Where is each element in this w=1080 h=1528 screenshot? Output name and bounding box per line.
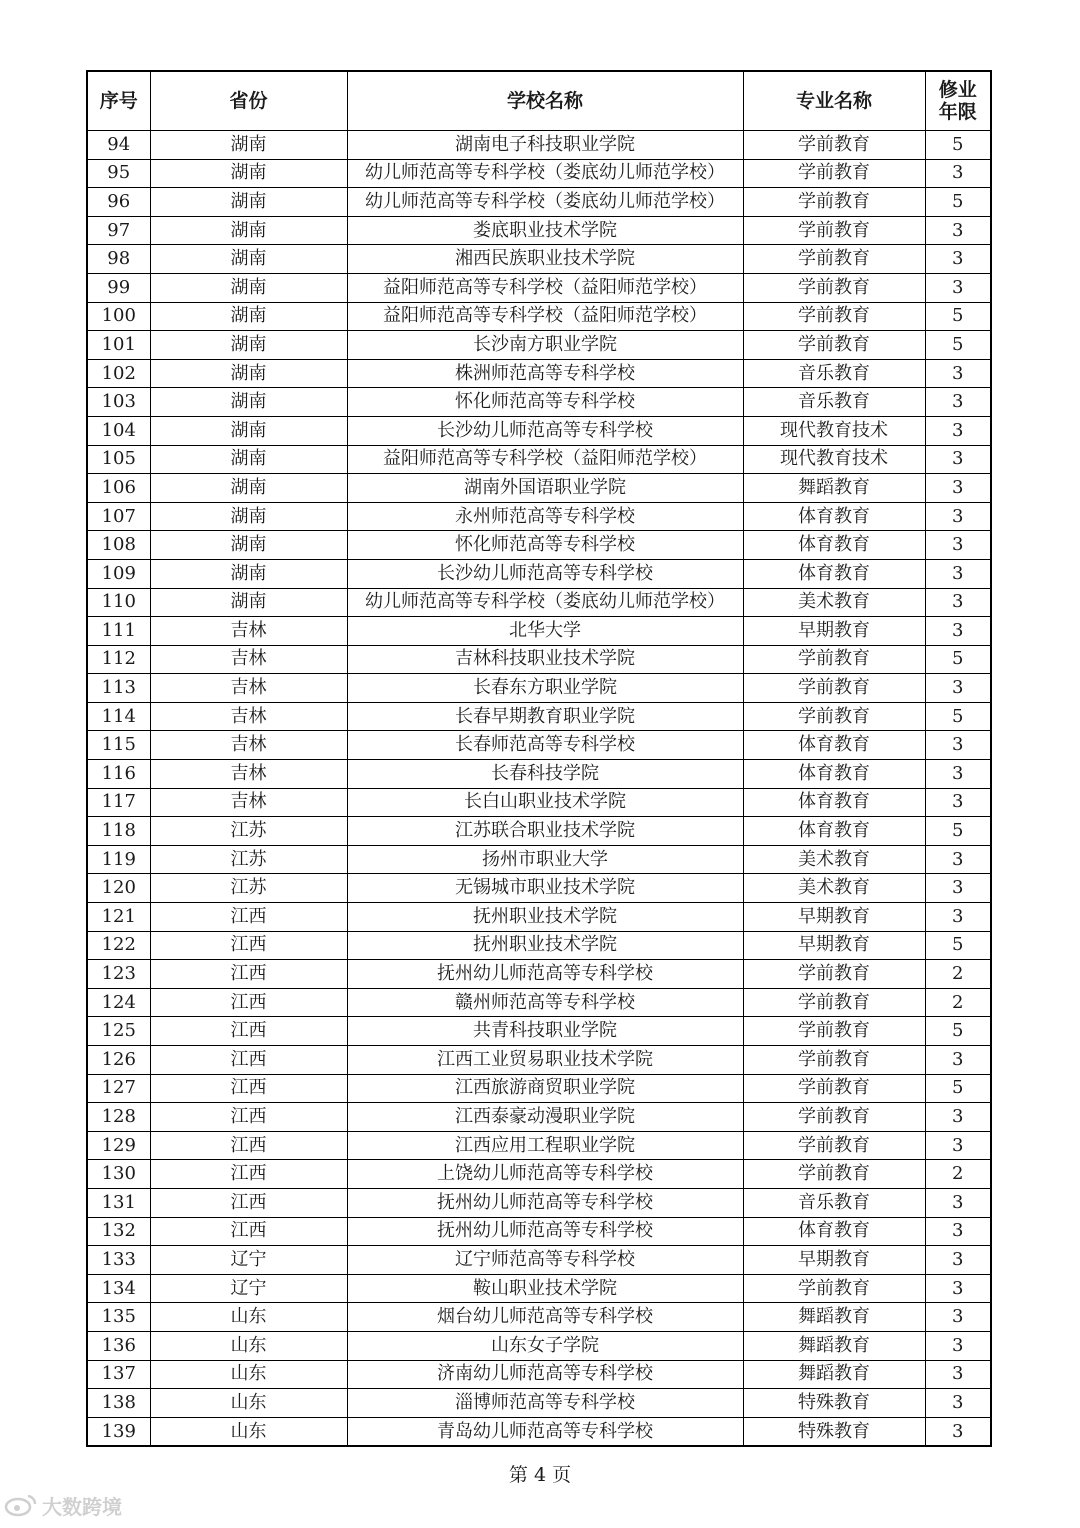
cell-major: 早期教育	[743, 1246, 925, 1275]
cell-province: 吉林	[150, 645, 347, 674]
cell-school: 娄底职业技术学院	[347, 216, 743, 245]
cell-province: 湖南	[150, 273, 347, 302]
cell-major: 学前教育	[743, 273, 925, 302]
cell-index: 130	[87, 1160, 150, 1189]
cell-province: 湖南	[150, 359, 347, 388]
cell-province: 吉林	[150, 731, 347, 760]
table-row	[87, 1074, 991, 1103]
header-school: 学校名称	[347, 71, 743, 131]
page-number: 第 4 页	[508, 1464, 572, 1486]
cell-years: 3	[925, 1331, 991, 1360]
cell-years: 3	[925, 1046, 991, 1075]
table-row	[87, 131, 991, 160]
table-row	[87, 988, 991, 1017]
cell-province: 湖南	[150, 416, 347, 445]
cell-index: 123	[87, 960, 150, 989]
table-row	[87, 1417, 991, 1446]
cell-major: 体育教育	[743, 788, 925, 817]
cell-school: 幼儿师范高等专科学校（娄底幼儿师范学校）	[347, 588, 743, 617]
cell-major: 学前教育	[743, 645, 925, 674]
cell-index: 132	[87, 1217, 150, 1246]
cell-school: 淄博师范高等专科学校	[347, 1389, 743, 1418]
cell-index: 127	[87, 1074, 150, 1103]
cell-years: 3	[925, 588, 991, 617]
cell-index: 113	[87, 674, 150, 703]
cell-years: 3	[925, 731, 991, 760]
cell-school: 赣州师范高等专科学校	[347, 988, 743, 1017]
cell-province: 山东	[150, 1303, 347, 1332]
table-row	[87, 817, 991, 846]
cell-index: 139	[87, 1417, 150, 1446]
watermark	[4, 1490, 122, 1520]
cell-province: 江西	[150, 1103, 347, 1132]
cell-province: 吉林	[150, 788, 347, 817]
cell-major: 舞蹈教育	[743, 1331, 925, 1360]
cell-years: 3	[925, 1274, 991, 1303]
table-row	[87, 1331, 991, 1360]
table-row	[87, 960, 991, 989]
cell-province: 湖南	[150, 159, 347, 188]
cell-index: 133	[87, 1246, 150, 1275]
cell-index: 114	[87, 702, 150, 731]
cell-index: 95	[87, 159, 150, 188]
cell-index: 111	[87, 617, 150, 646]
cell-major: 体育教育	[743, 559, 925, 588]
cell-province: 江西	[150, 1017, 347, 1046]
cell-years: 5	[925, 302, 991, 331]
table-row	[87, 588, 991, 617]
cell-province: 湖南	[150, 131, 347, 160]
cell-school: 长沙幼儿师范高等专科学校	[347, 416, 743, 445]
cell-province: 湖南	[150, 474, 347, 503]
cell-province: 湖南	[150, 531, 347, 560]
cell-index: 105	[87, 445, 150, 474]
cell-major: 学前教育	[743, 1074, 925, 1103]
cell-school: 共青科技职业学院	[347, 1017, 743, 1046]
cell-years: 3	[925, 474, 991, 503]
cell-school: 怀化师范高等专科学校	[347, 531, 743, 560]
cell-major: 音乐教育	[743, 388, 925, 417]
cell-index: 137	[87, 1360, 150, 1389]
cell-province: 江西	[150, 1188, 347, 1217]
cell-province: 山东	[150, 1360, 347, 1389]
cell-index: 104	[87, 416, 150, 445]
cell-major: 早期教育	[743, 903, 925, 932]
cell-years: 5	[925, 1074, 991, 1103]
cell-school: 株洲师范高等专科学校	[347, 359, 743, 388]
cell-years: 3	[925, 1246, 991, 1275]
cell-school: 抚州幼儿师范高等专科学校	[347, 960, 743, 989]
cell-years: 2	[925, 960, 991, 989]
cell-province: 湖南	[150, 502, 347, 531]
cell-index: 117	[87, 788, 150, 817]
cell-years: 2	[925, 1160, 991, 1189]
table-row	[87, 531, 991, 560]
cell-major: 学前教育	[743, 159, 925, 188]
table-row	[87, 331, 991, 360]
cell-major: 早期教育	[743, 931, 925, 960]
cell-years: 3	[925, 445, 991, 474]
cell-years: 3	[925, 245, 991, 274]
cell-index: 102	[87, 359, 150, 388]
table-row	[87, 416, 991, 445]
cell-index: 107	[87, 502, 150, 531]
cell-years: 5	[925, 645, 991, 674]
cell-years: 3	[925, 874, 991, 903]
table-row	[87, 245, 991, 274]
cell-major: 学前教育	[743, 960, 925, 989]
cell-years: 3	[925, 1103, 991, 1132]
cell-school: 青岛幼儿师范高等专科学校	[347, 1417, 743, 1446]
cell-school: 长春科技学院	[347, 760, 743, 789]
cell-major: 学前教育	[743, 245, 925, 274]
cell-province: 江西	[150, 1160, 347, 1189]
cell-major: 学前教育	[743, 702, 925, 731]
cell-school: 抚州幼儿师范高等专科学校	[347, 1217, 743, 1246]
cell-province: 湖南	[150, 302, 347, 331]
cell-years: 5	[925, 131, 991, 160]
cell-province: 吉林	[150, 674, 347, 703]
table-row	[87, 359, 991, 388]
cell-school: 江西泰豪动漫职业学院	[347, 1103, 743, 1132]
table-row	[87, 159, 991, 188]
table-row	[87, 445, 991, 474]
cell-province: 江西	[150, 988, 347, 1017]
cell-index: 110	[87, 588, 150, 617]
table-body	[87, 131, 991, 1447]
table-header-row	[87, 71, 991, 131]
table-row	[87, 788, 991, 817]
cell-index: 108	[87, 531, 150, 560]
cell-major: 舞蹈教育	[743, 1303, 925, 1332]
cell-school: 湖南电子科技职业学院	[347, 131, 743, 160]
cell-major: 现代教育技术	[743, 445, 925, 474]
cell-index: 99	[87, 273, 150, 302]
cell-index: 96	[87, 188, 150, 217]
cell-province: 吉林	[150, 617, 347, 646]
cell-major: 学前教育	[743, 302, 925, 331]
cell-index: 97	[87, 216, 150, 245]
cell-index: 120	[87, 874, 150, 903]
table-row	[87, 1046, 991, 1075]
cell-index: 126	[87, 1046, 150, 1075]
cell-years: 3	[925, 531, 991, 560]
cell-years: 3	[925, 1360, 991, 1389]
school-table	[86, 70, 992, 1447]
cell-major: 学前教育	[743, 188, 925, 217]
cell-major: 体育教育	[743, 502, 925, 531]
watermark-text: 大数跨境	[42, 1494, 122, 1519]
cell-school: 怀化师范高等专科学校	[347, 388, 743, 417]
cell-years: 3	[925, 617, 991, 646]
cell-province: 湖南	[150, 559, 347, 588]
cell-major: 学前教育	[743, 1046, 925, 1075]
cell-years: 5	[925, 702, 991, 731]
header-index: 序号	[87, 71, 150, 131]
table-row	[87, 216, 991, 245]
cell-major: 体育教育	[743, 817, 925, 846]
cell-school: 山东女子学院	[347, 1331, 743, 1360]
cell-major: 学前教育	[743, 988, 925, 1017]
cell-years: 5	[925, 1017, 991, 1046]
cell-years: 3	[925, 674, 991, 703]
cell-province: 江西	[150, 931, 347, 960]
cell-index: 118	[87, 817, 150, 846]
cell-index: 109	[87, 559, 150, 588]
cell-index: 100	[87, 302, 150, 331]
cell-index: 119	[87, 845, 150, 874]
cell-years: 3	[925, 903, 991, 932]
cell-years: 3	[925, 559, 991, 588]
cell-province: 江苏	[150, 817, 347, 846]
cell-province: 江西	[150, 960, 347, 989]
cell-index: 134	[87, 1274, 150, 1303]
cell-index: 138	[87, 1389, 150, 1418]
cell-index: 103	[87, 388, 150, 417]
cell-major: 早期教育	[743, 617, 925, 646]
cell-province: 江西	[150, 903, 347, 932]
table-row	[87, 1017, 991, 1046]
cell-index: 115	[87, 731, 150, 760]
cell-years: 3	[925, 1217, 991, 1246]
cell-index: 101	[87, 331, 150, 360]
cell-school: 辽宁师范高等专科学校	[347, 1246, 743, 1275]
cell-major: 学前教育	[743, 216, 925, 245]
cell-years: 3	[925, 359, 991, 388]
cell-years: 3	[925, 273, 991, 302]
cell-school: 长春早期教育职业学院	[347, 702, 743, 731]
cell-school: 吉林科技职业技术学院	[347, 645, 743, 674]
cell-province: 湖南	[150, 331, 347, 360]
table-row	[87, 931, 991, 960]
table-row	[87, 731, 991, 760]
weibo-logo-icon	[4, 1492, 38, 1518]
cell-major: 学前教育	[743, 674, 925, 703]
table-row	[87, 273, 991, 302]
cell-school: 长沙幼儿师范高等专科学校	[347, 559, 743, 588]
cell-index: 122	[87, 931, 150, 960]
cell-major: 音乐教育	[743, 1188, 925, 1217]
cell-index: 135	[87, 1303, 150, 1332]
cell-school: 烟台幼儿师范高等专科学校	[347, 1303, 743, 1332]
cell-years: 3	[925, 416, 991, 445]
cell-index: 94	[87, 131, 150, 160]
table-row	[87, 502, 991, 531]
cell-major: 学前教育	[743, 1160, 925, 1189]
cell-years: 2	[925, 988, 991, 1017]
table-row	[87, 1103, 991, 1132]
cell-province: 江西	[150, 1217, 347, 1246]
cell-school: 北华大学	[347, 617, 743, 646]
cell-school: 上饶幼儿师范高等专科学校	[347, 1160, 743, 1189]
cell-province: 湖南	[150, 388, 347, 417]
cell-years: 5	[925, 331, 991, 360]
cell-school: 湖南外国语职业学院	[347, 474, 743, 503]
cell-index: 121	[87, 903, 150, 932]
cell-major: 美术教育	[743, 874, 925, 903]
cell-school: 永州师范高等专科学校	[347, 502, 743, 531]
cell-province: 吉林	[150, 760, 347, 789]
cell-school: 扬州市职业大学	[347, 845, 743, 874]
cell-years: 3	[925, 388, 991, 417]
cell-school: 幼儿师范高等专科学校（娄底幼儿师范学校）	[347, 159, 743, 188]
cell-province: 江西	[150, 1131, 347, 1160]
cell-major: 学前教育	[743, 1103, 925, 1132]
header-major: 专业名称	[743, 71, 925, 131]
cell-school: 抚州幼儿师范高等专科学校	[347, 1188, 743, 1217]
cell-index: 125	[87, 1017, 150, 1046]
cell-major: 学前教育	[743, 1017, 925, 1046]
table-row	[87, 645, 991, 674]
cell-major: 特殊教育	[743, 1389, 925, 1418]
table-row	[87, 845, 991, 874]
cell-major: 美术教育	[743, 588, 925, 617]
table-row	[87, 302, 991, 331]
cell-years: 3	[925, 1417, 991, 1446]
cell-index: 129	[87, 1131, 150, 1160]
cell-index: 116	[87, 760, 150, 789]
table-row	[87, 617, 991, 646]
cell-province: 湖南	[150, 188, 347, 217]
header-province: 省份	[150, 71, 347, 131]
cell-province: 山东	[150, 1389, 347, 1418]
table-row	[87, 1389, 991, 1418]
cell-province: 江西	[150, 1074, 347, 1103]
cell-province: 湖南	[150, 216, 347, 245]
cell-years: 5	[925, 931, 991, 960]
cell-major: 体育教育	[743, 731, 925, 760]
cell-years: 3	[925, 502, 991, 531]
cell-school: 江西应用工程职业学院	[347, 1131, 743, 1160]
cell-years: 3	[925, 788, 991, 817]
cell-province: 湖南	[150, 588, 347, 617]
cell-school: 湘西民族职业技术学院	[347, 245, 743, 274]
cell-major: 学前教育	[743, 1274, 925, 1303]
table-row	[87, 474, 991, 503]
cell-major: 现代教育技术	[743, 416, 925, 445]
cell-years: 3	[925, 760, 991, 789]
cell-province: 山东	[150, 1331, 347, 1360]
cell-index: 124	[87, 988, 150, 1017]
cell-province: 江苏	[150, 845, 347, 874]
cell-province: 辽宁	[150, 1246, 347, 1275]
table-row	[87, 1131, 991, 1160]
table-row	[87, 1160, 991, 1189]
cell-major: 学前教育	[743, 331, 925, 360]
cell-major: 学前教育	[743, 1131, 925, 1160]
table-row	[87, 674, 991, 703]
cell-school: 幼儿师范高等专科学校（娄底幼儿师范学校）	[347, 188, 743, 217]
cell-years: 5	[925, 188, 991, 217]
cell-major: 美术教育	[743, 845, 925, 874]
table-row	[87, 874, 991, 903]
cell-province: 吉林	[150, 702, 347, 731]
cell-index: 112	[87, 645, 150, 674]
cell-school: 江西旅游商贸职业学院	[347, 1074, 743, 1103]
cell-years: 3	[925, 1188, 991, 1217]
table-row	[87, 1274, 991, 1303]
table-row	[87, 188, 991, 217]
table-row	[87, 1303, 991, 1332]
cell-major: 体育教育	[743, 1217, 925, 1246]
cell-years: 5	[925, 817, 991, 846]
table-row	[87, 1188, 991, 1217]
cell-school: 鞍山职业技术学院	[347, 1274, 743, 1303]
cell-major: 学前教育	[743, 131, 925, 160]
cell-major: 舞蹈教育	[743, 474, 925, 503]
header-years	[925, 71, 991, 131]
cell-province: 江西	[150, 1046, 347, 1075]
cell-major: 音乐教育	[743, 359, 925, 388]
cell-school: 长春师范高等专科学校	[347, 731, 743, 760]
table-row	[87, 1246, 991, 1275]
cell-index: 128	[87, 1103, 150, 1132]
table-row	[87, 760, 991, 789]
cell-province: 湖南	[150, 245, 347, 274]
table-row	[87, 702, 991, 731]
cell-index: 98	[87, 245, 150, 274]
cell-school: 益阳师范高等专科学校（益阳师范学校）	[347, 445, 743, 474]
cell-school: 江苏联合职业技术学院	[347, 817, 743, 846]
cell-school: 长白山职业技术学院	[347, 788, 743, 817]
cell-index: 106	[87, 474, 150, 503]
cell-school: 益阳师范高等专科学校（益阳师范学校）	[347, 273, 743, 302]
cell-school: 长春东方职业学院	[347, 674, 743, 703]
cell-major: 体育教育	[743, 531, 925, 560]
cell-years: 3	[925, 845, 991, 874]
cell-years: 3	[925, 1131, 991, 1160]
cell-school: 济南幼儿师范高等专科学校	[347, 1360, 743, 1389]
cell-years: 3	[925, 1389, 991, 1418]
cell-years: 3	[925, 216, 991, 245]
cell-school: 益阳师范高等专科学校（益阳师范学校）	[347, 302, 743, 331]
cell-major: 体育教育	[743, 760, 925, 789]
cell-years: 3	[925, 1303, 991, 1332]
cell-index: 136	[87, 1331, 150, 1360]
table-row	[87, 1360, 991, 1389]
cell-school: 抚州职业技术学院	[347, 903, 743, 932]
cell-school: 抚州职业技术学院	[347, 931, 743, 960]
table-row	[87, 559, 991, 588]
cell-province: 辽宁	[150, 1274, 347, 1303]
cell-index: 131	[87, 1188, 150, 1217]
cell-years: 3	[925, 159, 991, 188]
cell-province: 山东	[150, 1417, 347, 1446]
cell-province: 江苏	[150, 874, 347, 903]
table-row	[87, 1217, 991, 1246]
cell-school: 无锡城市职业技术学院	[347, 874, 743, 903]
table-row	[87, 388, 991, 417]
cell-school: 长沙南方职业学院	[347, 331, 743, 360]
cell-major: 特殊教育	[743, 1417, 925, 1446]
cell-major: 舞蹈教育	[743, 1360, 925, 1389]
header-years-label: 修业 年限	[938, 79, 977, 123]
table-row	[87, 903, 991, 932]
cell-province: 湖南	[150, 445, 347, 474]
cell-school: 江西工业贸易职业技术学院	[347, 1046, 743, 1075]
